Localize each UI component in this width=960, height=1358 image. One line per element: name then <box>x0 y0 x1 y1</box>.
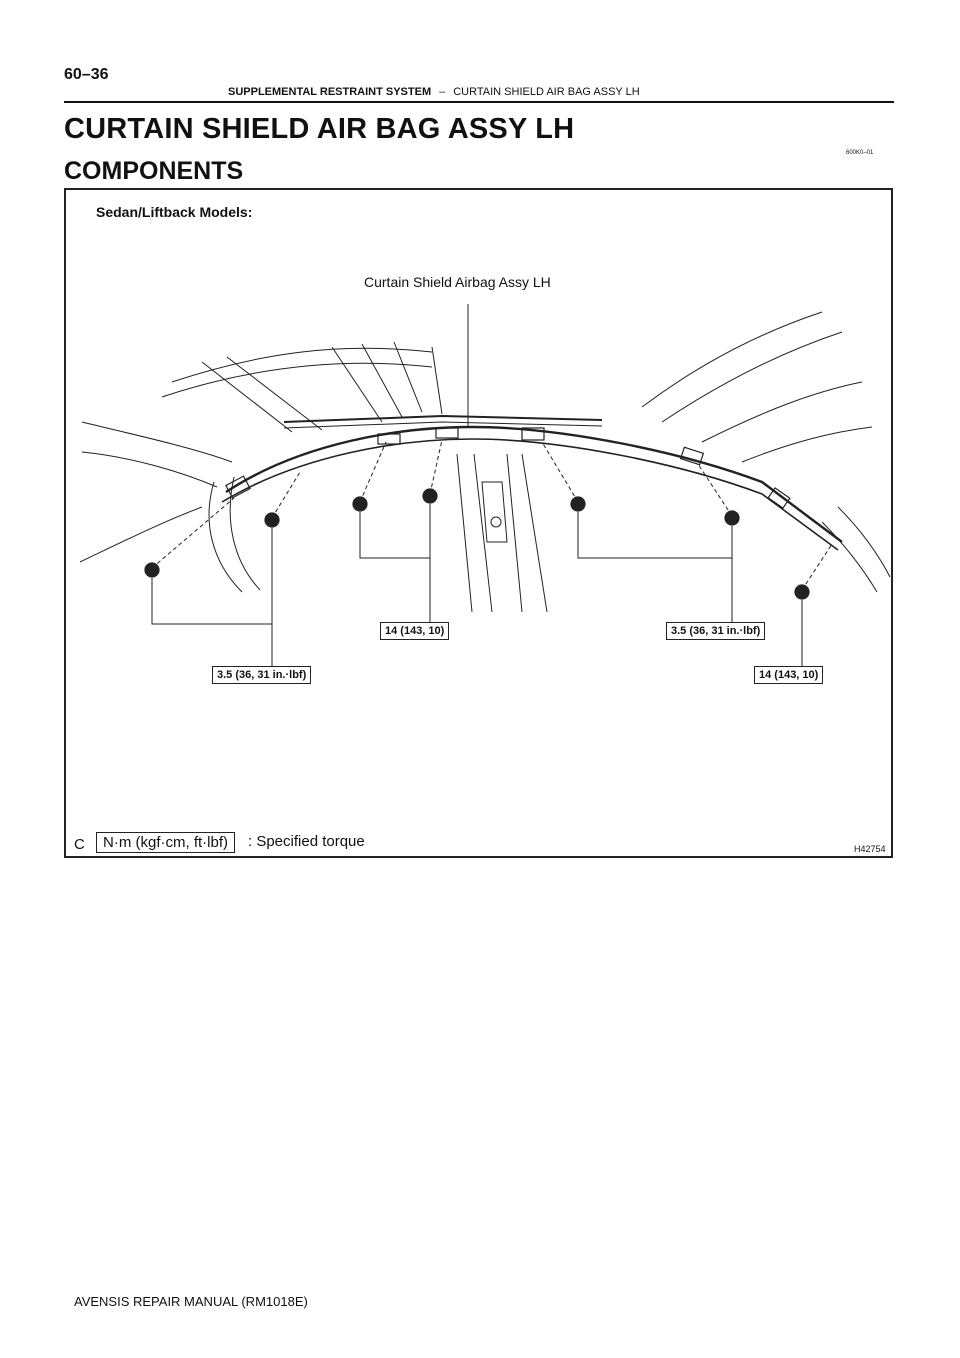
legend-letter: C <box>74 836 85 853</box>
airbag-assembly <box>226 427 842 542</box>
airbag-callout-label: Curtain Shield Airbag Assy LH <box>364 274 551 290</box>
center-pillar <box>457 454 547 612</box>
figure-code: H42754 <box>854 844 886 854</box>
roof-trim-rail <box>284 416 602 422</box>
document-code: 600K0–01 <box>846 150 874 156</box>
torque-callout: 14 (143, 10) <box>754 666 823 684</box>
header-separator: – <box>439 86 446 98</box>
components-heading: COMPONENTS <box>64 157 244 185</box>
page-footer: AVENSIS REPAIR MANUAL (RM1018E) <box>74 1294 308 1309</box>
page-number: 60–36 <box>64 66 109 83</box>
torque-callout: 3.5 (36, 31 in.·lbf) <box>666 622 765 640</box>
header-system: SUPPLEMENTAL RESTRAINT SYSTEM <box>228 86 432 98</box>
bolts <box>145 489 809 599</box>
torque-legend-text: : Specified torque <box>248 833 365 850</box>
model-label: Sedan/Liftback Models: <box>96 204 253 220</box>
leader-lines <box>152 304 802 668</box>
running-header <box>228 86 640 98</box>
header-rule <box>64 101 894 103</box>
header-section: CURTAIN SHIELD AIR BAG ASSY LH <box>453 86 640 98</box>
torque-callout: 14 (143, 10) <box>380 622 449 640</box>
torque-unit-legend: N·m (kgf·cm, ft·lbf) <box>96 832 235 853</box>
section-title: CURTAIN SHIELD AIR BAG ASSY LH <box>64 113 575 145</box>
torque-callout: 3.5 (36, 31 in.·lbf) <box>212 666 311 684</box>
